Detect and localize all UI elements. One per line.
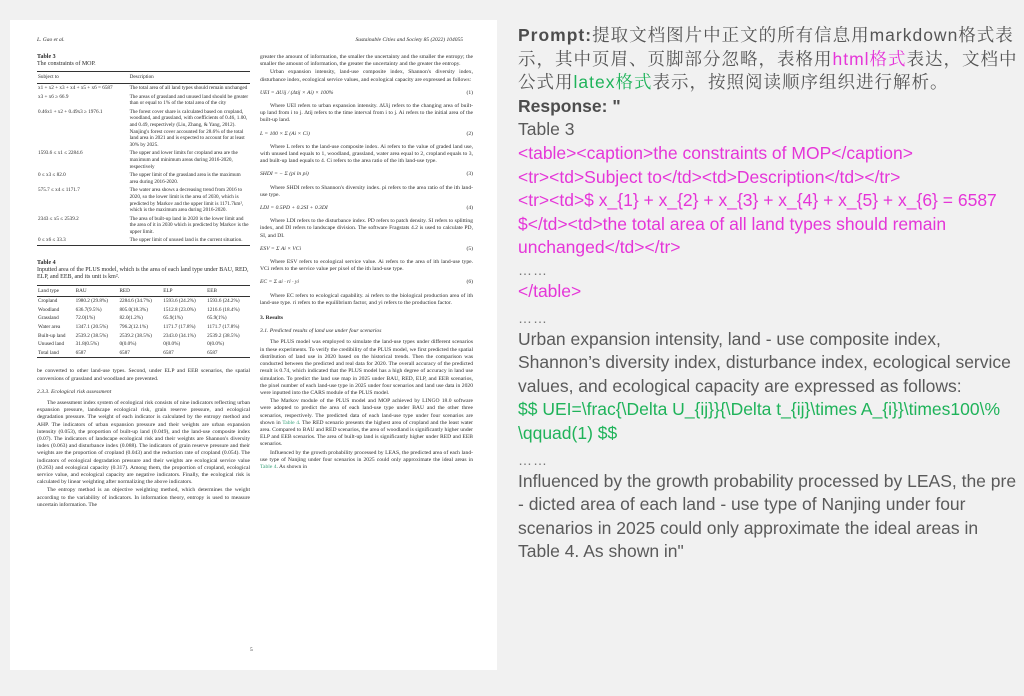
paragraph	[260, 398, 473, 448]
response-label: Response: "	[518, 95, 621, 116]
prompt-text: 表示，按照阅读顺序组织进行解析。	[652, 72, 949, 93]
paragraph: Where LDI refers to the disturbance index. PD refers to patch density. SI refers to splitting index, and DI refers to landscape division. The software Fragstats 4.2 is used to calculate PD, SI, and DI.	[260, 218, 473, 239]
equation	[260, 279, 473, 286]
equation-expression: SHDI = − Σ (pi ln pi)	[260, 171, 309, 178]
page-header-journal: Sustainable Cities and Society 85 (2022) 104055	[355, 37, 463, 43]
table-cell: The area of built-up land in 2020 is the lower limit and the area of it in 2030 which is predicted by Markov is the upper limit.	[129, 215, 249, 235]
table-row	[37, 306, 250, 315]
table-cell: 1593.6 ≤ x1 ≤ 2284.6	[38, 150, 83, 157]
table-row	[37, 323, 250, 332]
table-cell: 82.0(1.2%)	[119, 315, 143, 322]
table-row	[37, 171, 250, 186]
table-cell: Total land	[38, 349, 59, 356]
table-cell: 0 ≤ x6 ≤ 33.3	[38, 237, 66, 244]
table-row	[37, 84, 250, 93]
table-cell: 1512.8 (23.0%)	[163, 306, 196, 313]
response-html-line: <tr><td>$ x_{1} + x_{2} + x_{3} + x_{4} + x_{5} + x_{6} = 6587 $</td><td>the total area of all land types should remain unchanged</td></tr>	[518, 190, 997, 258]
table-row	[37, 236, 250, 245]
table-cell: 636.7(9.5%)	[75, 306, 102, 313]
equation-number: (4)	[466, 205, 473, 212]
equation-expression: ESV = Σ Ai × VCi	[260, 245, 302, 252]
paragraph-text: . As shown in	[276, 463, 308, 470]
table-cell: The upper limit of unused land is the current situation.	[129, 237, 243, 244]
table3	[37, 71, 250, 246]
table-cell: 2539.2 (38.5%)	[207, 332, 240, 339]
prompt-latex-highlight: latex格式	[573, 72, 653, 93]
table-cell: 72.0(1%)	[75, 315, 96, 322]
subsection-heading: 3.1. Predicted results of land use under four scenarios	[260, 328, 382, 335]
table4-link[interactable]: Table 4	[282, 419, 300, 426]
table-cell: 805.0(18.3%)	[119, 306, 148, 313]
prompt-label: Prompt:	[518, 25, 593, 45]
paragraph	[260, 450, 473, 472]
equation	[260, 171, 473, 178]
table-cell: 2539.2 (38.5%)	[75, 332, 109, 339]
table-cell: Water area	[38, 324, 61, 331]
table-cell: 2343 ≤ x5 ≤ 2539.2	[38, 215, 79, 222]
table-cell: Woodland	[38, 306, 60, 313]
page-number: 5	[250, 647, 253, 653]
table-cell: 2343.0 (34.1%)	[163, 332, 196, 339]
table-row	[37, 186, 250, 214]
equation-expression: UEI = ΔUij / (Δtij × Ai) × 100%	[260, 89, 334, 96]
section-heading: 2.3.3. Ecological risk assessment	[37, 388, 112, 395]
table3-caption: The constraints of MOP.	[37, 61, 96, 68]
response-table-title: Table 3	[518, 119, 575, 140]
table-row	[37, 149, 250, 171]
table-cell: 6587	[119, 349, 130, 356]
paragraph-text: The Markov module of the PLUS model and MOP achieved by LINGO 18.0 software were adopted to predict the area of each land-use type under BAU and the other three scenarios, respectively. The predicted data of each land-use type under four scenarios are shown in	[260, 398, 473, 426]
table-cell: 2284.6 (34.7%)	[119, 298, 152, 305]
table3-header: Subject to	[37, 72, 129, 84]
ellipsis: ……	[518, 309, 548, 326]
table4-header: Land type	[37, 285, 75, 297]
equation	[260, 90, 473, 97]
equation	[260, 246, 473, 253]
table-row	[37, 332, 250, 341]
paragraph: Where ESV refers to ecological service value. Ai refers to the area of ith land-use type. VCi refers to the service value per pixel of the ith land-use type.	[260, 259, 473, 273]
prompt-html-highlight: html格式	[832, 48, 907, 69]
table-cell: The areas of grassland and unused land should be greater than or equal to 1% of the total area of the city	[129, 93, 249, 107]
page-header-authors: L. Gao et al.	[37, 37, 65, 43]
table4-header: RED	[118, 285, 162, 297]
table-cell: x3 + x6 ≥ 66.9	[38, 93, 69, 100]
paragraph: The PLUS model was employed to simulate the land-use types under different scenarios in these experiments. To verify the credibility of the PLUS model, we first predicted the spatial distribution of land use in 2020 based on the historical trends. Then the comparison was conducted between the predicted and real data for 2020. The overall accuracy of the predicted result is 0.74, which indicated that the PLUS model has a high degree of accuracy in land use simulation. To predict the land use map in 2025 under BAU, RED, ELP, and EEB scenarios, the pixel number of each land-use type in 2025 under four scenarios and land use data in 2020 were inputted into the CARS module of the PLUS model.	[260, 339, 473, 396]
table-row	[37, 93, 250, 108]
paragraph: Where SHDI refers to Shannon's diversity index. pi refers to the area ratio of the ith land-use type.	[260, 184, 473, 198]
paragraph: Where L refers to the land-use composite index. Ai refers to the value of graded land use, with unused land equals to 1, woodland, grassland, water area equal to 2, cropland equals to 3, and built-up land equals to 4. Ci refers to the area ratio of the ith land-use type.	[260, 143, 473, 165]
paragraph: Urban expansion intensity, land-use composite index, Shannon's diversity index, disturbance index, ecological service values, and ecological capacity are expressed as follows:	[260, 69, 473, 83]
paragraph: Where EC refers to ecological capability. ai refers to the biological production area of ith land-use type. ri refers to the equilibrium factor, and yi refers to the production factor.	[260, 292, 473, 306]
equation-number: (1)	[466, 89, 473, 96]
table-cell: 0.46x1 + x2 + 0.49x3 ≥ 1976.1	[38, 108, 103, 115]
table-cell: 2539.2 (38.5%)	[119, 332, 152, 339]
response-html-line: </table>	[518, 280, 582, 301]
table-cell: 1171.7 (17.8%)	[163, 324, 196, 331]
response-latex-formula: $$ UEI=\frac{\Delta U_{ij}}{\Delta t_{ij}\times A_{i}}\times100\% \qquad(1) $$	[518, 399, 1001, 443]
table-cell: 65.9(1%)	[163, 315, 183, 322]
table4-link[interactable]: Table 4	[260, 463, 277, 470]
table-cell: Cropland	[38, 298, 58, 305]
paragraph: be converted to other land-use types. Second, under ELP and EEB scenarios, the spatial conversions of grassland and woodland are prevented.	[37, 368, 250, 382]
table-cell: The upper and lower limits for cropland area are the maximum and minimum areas during 2016-2020, respectively	[129, 150, 238, 170]
equation-number: (2)	[466, 130, 473, 137]
paragraph: The assessment index system of ecological risk consists of nine indicators reflecting urban expansion pressure, landscape ecological risk, grain reserve pressure, and ecological degradation pressure. The weight of each indicator is calculated by the entropy method and AHP. The indicators of urban expansion pressure and their weights are urban expansion intensity (0.053), the proportion of built-up land (0.049), and the land-use composite index (0.07). The indicators of landscape ecological risk and their weights are Shannon's diversity index (0.063) and disturbance index (0.088). The indicators of grain reserve pressure and their weights are the proportion of cropland (0.043) and the reduction rate of cropland (0.054). The indicators of ecological degradation pressure and their weights are ecological service value (0.263) and ecological capacity (0.317). Among them, the proportion of cropland, ecological service value, and ecological capacity are negative indicators. Finally, the ecological risk is calculated by linear weighting after normalizing the above indicators.	[37, 400, 250, 486]
equation-number: (6)	[466, 279, 473, 286]
prompt-text: 表达，文档中公式用	[518, 48, 1018, 93]
paragraph-text: . The RED scenario presents the highest area of cropland and the least water area. Compared to BAU and RED scenarios, the area of woodland is significantly higher under ELP and EEB scenarios. The area of built-up land is significantly higher under RED and EEB scenarios.	[260, 419, 473, 448]
table-cell: 1216.6 (18.4%)	[207, 306, 240, 313]
table-cell: Grassland	[38, 315, 59, 322]
table-cell: Built-up land	[38, 332, 66, 339]
paragraph-text: Influenced by the growth probability processed by LEAS, the predicted area of each land-use type of Nanjing under four scenarios in 2025 could only approximate the ideal areas in	[260, 449, 473, 463]
equation-expression: EC = Σ ai · ri · yi	[260, 279, 299, 286]
document-page	[10, 20, 497, 670]
table-cell: 1593.6 (24.2%)	[163, 298, 196, 305]
response-html-line: <table><caption>the constraints of MOP</caption>	[518, 142, 913, 163]
table-cell: 575.7 ≤ x4 ≤ 1171.7	[38, 187, 80, 194]
equation-expression: LDI = 0.5PD + 0.2SI + 0.3DI	[260, 205, 328, 212]
table-cell: 1593.6 (24.2%)	[207, 298, 240, 305]
table-cell: 0(0.0%)	[119, 341, 137, 348]
table-cell: The total area of all land types should remain unchanged	[129, 85, 248, 91]
table-cell: Unused land	[38, 341, 65, 348]
table4	[37, 285, 250, 359]
table-cell: 1347.1 (20.5%)	[75, 324, 109, 331]
ellipsis: ……	[518, 451, 548, 468]
section-heading: 3. Results	[260, 315, 283, 322]
table-cell: 0(0.0%)	[163, 341, 181, 348]
table-cell: 6587	[163, 349, 174, 356]
table-cell: x1 + x2 + x3 + x4 + x5 + x6 = 6587	[38, 85, 113, 91]
equation-number: (3)	[466, 171, 473, 178]
paragraph: greater the amount of information, the smaller the uncertainty and the smaller the entropy; the smaller the amount of information, the greater the uncertainty and the greater the entropy.	[260, 54, 473, 68]
table-cell: 0 ≤ x3 ≤ 82.0	[38, 172, 66, 179]
table3-label: Table 3	[37, 54, 56, 60]
table-row	[37, 349, 250, 358]
table-cell: The water area shows a decreasing trend from 2016 to 2020, so the lower limit is the area of 2030, which is predicted by Markov and the upper limit is 1171.7km², which is the maximum area during 2016-2020.	[129, 187, 244, 214]
prompt-block	[518, 24, 1018, 95]
table4-caption: Inputted area of the PLUS model, which is the area of each land type under BAU, RED, ELP, and EEB, and its unit is km².	[37, 267, 249, 281]
right-column	[260, 50, 473, 472]
table-row	[37, 340, 250, 349]
table-row	[37, 215, 250, 237]
annotation-panel	[518, 24, 1018, 564]
table-row	[37, 314, 250, 323]
left-column	[37, 50, 250, 510]
table-cell: 0(0.0%)	[207, 341, 224, 348]
table4-header: BAU	[75, 285, 119, 297]
table-cell: 796.2(12.1%)	[119, 324, 148, 331]
table3-header: Description	[129, 72, 250, 84]
response-html-line: <tr><td>Subject to</td><td>Description</td></tr>	[518, 166, 901, 187]
paragraph: Where UEI refers to urban expansion intensity. ΔUij refers to the changing area of built-up land from i to j. Δtij refers to the time interval from i to j. Ai refers to the initial area of the built-up land.	[260, 103, 473, 124]
table-cell: 1171.7 (17.8%)	[207, 324, 240, 331]
table-row	[37, 297, 250, 306]
table-cell: 65.9(1%)	[207, 315, 227, 322]
response-html-ellipsis: ……	[518, 261, 548, 278]
table-cell: 31.8(0.5%)	[75, 341, 99, 348]
table4-header: ELP	[162, 285, 206, 297]
response-paragraph: Urban expansion intensity, land - use composite index, Shannon’s diversity index, disturbance index, ecological service values, and ecological capacity are expressed as follows:	[518, 328, 1011, 396]
equation	[260, 205, 473, 212]
table-cell: 6587	[207, 349, 218, 356]
equation	[260, 131, 473, 138]
table-row	[37, 108, 250, 150]
table4-label: Table 4	[37, 260, 56, 267]
table-cell: The upper limit of the grassland area is the maximum area during 2016-2020.	[129, 172, 241, 185]
prompt-text: 提取文档图片中正文的所有信息用markdown格式表示，其中页眉、页脚部分忽略，表格用	[518, 25, 1014, 69]
table-cell: The forest cover share is calculated based on cropland, woodland, and grassland, with coefficients of 0.46, 1.00, and 0.49, respectively (Liu, Zhang, & Yang, 2012). Nanjing's forest cover accounted for 28.6% of the total land area in 2021 and is expected to account for at least 30% by 2025.	[129, 108, 248, 148]
table-cell: 6587	[75, 349, 86, 356]
response-paragraph: Influenced by the growth probability processed by LEAS, the pre - dicted area of each land - use type of Nanjing under four scenarios in 2025 could only approximate the ideal areas in Table 4. As shown in"	[518, 470, 1017, 562]
paragraph: The entropy method is an objective weighting method, which determines the weight according to the variability of indicators. In information theory, entropy is used to measure uncertain information. The	[37, 487, 250, 508]
table-cell: 1980.2 (29.8%)	[75, 298, 109, 305]
equation-expression: L = 100 × Σ (Ai × Ci)	[260, 130, 310, 137]
equation-number: (5)	[466, 245, 473, 252]
table4-header: EEB	[206, 285, 250, 297]
